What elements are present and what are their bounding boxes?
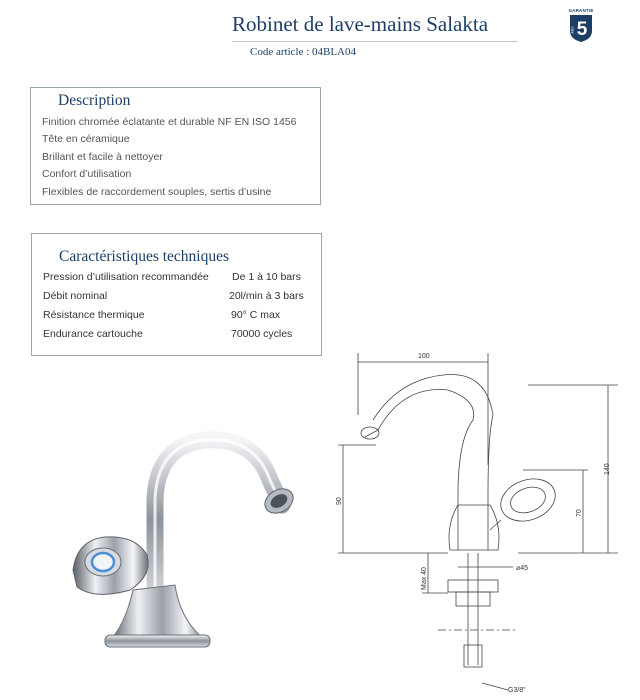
warranty-badge: [568, 8, 594, 48]
dim-thread: G3/8": [508, 687, 526, 694]
spec-value: 20l/min à 3 bars: [229, 290, 304, 302]
dim-diameter: ⌀45: [516, 565, 529, 572]
faucet-product-image: [55, 425, 315, 660]
dim-max: Max 40: [421, 567, 428, 590]
description-line: Brillant et facile à nettoyer: [42, 151, 163, 163]
description-line: Confort d’utilisation: [42, 168, 132, 180]
dim-spout-height: 90: [336, 497, 343, 505]
technical-drawing: [318, 345, 618, 695]
spec-value: De 1 à 10 bars: [232, 271, 301, 283]
product-title: Robinet de lave-mains Salakta: [232, 12, 489, 36]
title-divider: [232, 41, 518, 42]
spec-label: Pression d’utilisation recommandée: [43, 271, 209, 283]
dim-handle-height: 70: [576, 509, 583, 517]
spec-label: Résistance thermique: [43, 309, 145, 321]
dim-width: 100: [418, 353, 430, 360]
warranty-unit: ANS: [570, 26, 575, 34]
warranty-number: 5: [576, 19, 588, 40]
spec-label: Débit nominal: [43, 290, 108, 302]
description-title: Description: [58, 92, 131, 109]
warranty-shield-icon: [568, 13, 594, 43]
warranty-label: GARANTIE: [568, 8, 594, 13]
spec-label: Endurance cartouche: [43, 328, 143, 340]
specs-title: Caractéristiques techniques: [59, 248, 230, 265]
description-line: Flexibles de raccordement souples, sertis d’usine: [42, 186, 272, 198]
dim-total-height: 140: [604, 463, 611, 475]
description-line: Tête en céramique: [42, 133, 130, 145]
spec-value: 90° C max: [231, 309, 281, 321]
spec-value: 70000 cycles: [231, 328, 293, 340]
description-line: Finition chromée éclatante et durable NF EN ISO 1456: [42, 116, 297, 128]
article-code: Code article : 04BLA04: [250, 46, 357, 58]
